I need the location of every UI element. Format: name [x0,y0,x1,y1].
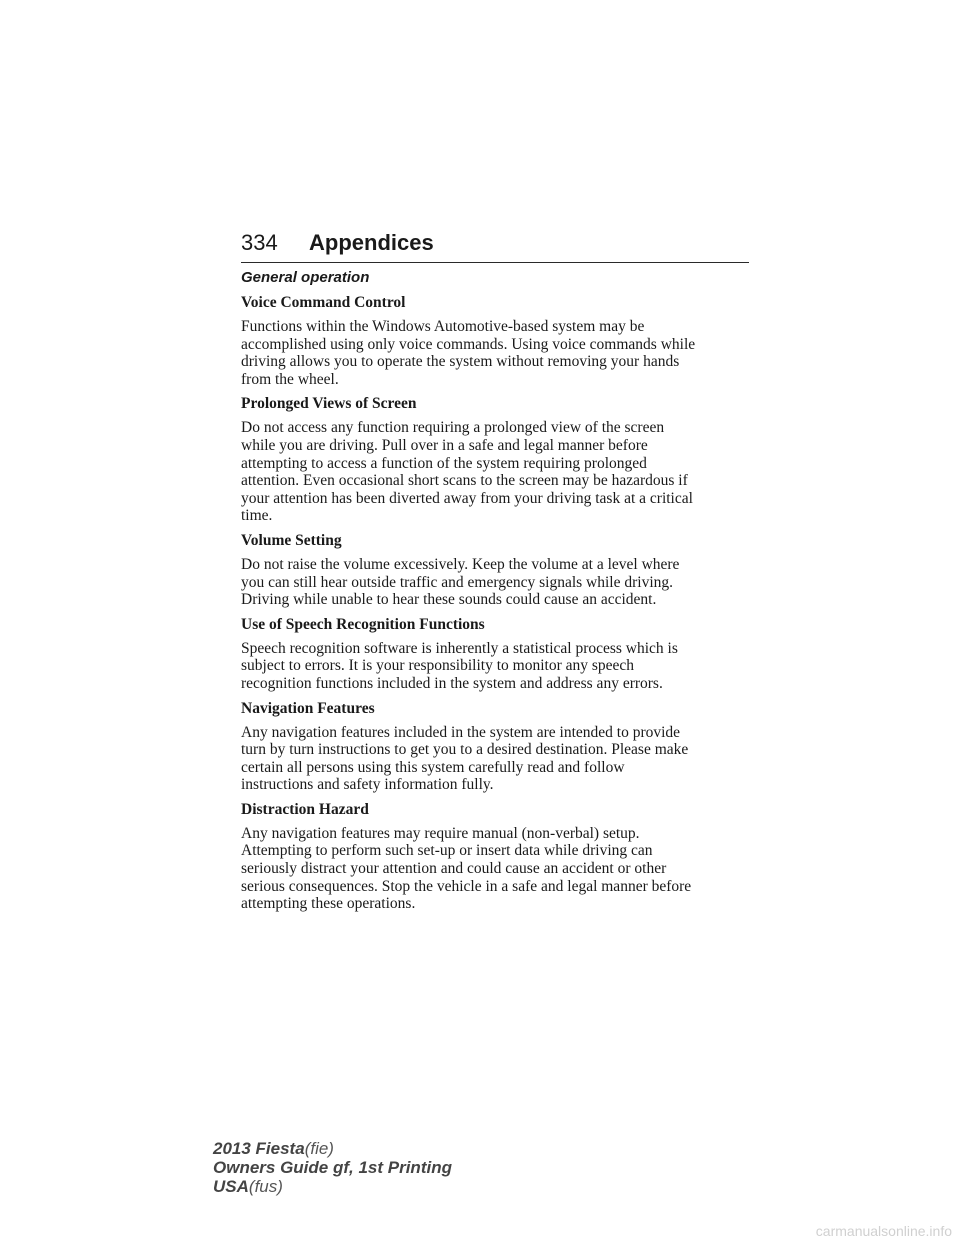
body-line: your attention has been diverted away from your driving task at a critical [241,489,693,507]
body-line: subject to errors. It is your responsibility to monitor any speech [241,657,635,675]
topic-heading: Volume Setting [241,531,342,549]
page-header [241,228,749,263]
topics-list [241,293,761,913]
body-line: accomplished using only voice commands. Using voice commands while [241,335,696,353]
topic-heading: Voice Command Control [241,294,406,311]
body-line: instructions and safety information fully. [241,776,494,794]
body-line: attention. Even occasional short scans to the screen may be hazardous if [241,472,688,490]
topic-body [241,825,761,913]
body-line: Do not raise the volume excessively. Keep the volume at a level where [241,555,680,573]
page-footer [213,1139,452,1196]
footer-model: 2013 Fiesta [213,1139,305,1158]
topic-body [241,556,761,609]
footer-model-code: (fie) [304,1139,334,1158]
footer-guide: Owners Guide gf, 1st Printing [213,1158,452,1177]
page-content [241,268,761,919]
body-line: Attempting to perform such set-up or insert data while driving can [241,842,653,860]
body-line: Functions within the Windows Automotive-based system may be [241,318,645,335]
body-line: from the wheel. [241,370,339,388]
body-line: attempting to access a function of the system requiring prolonged [241,454,647,472]
topic-heading: Use of Speech Recognition Functions [241,615,485,633]
topic-body [241,640,761,693]
body-line: time. [241,507,273,525]
body-line: certain all persons using this system carefully read and follow [241,758,625,776]
subsection-heading: General operation [241,269,370,286]
body-line: turn by turn instructions to get you to a desired destination. Please make [241,741,689,759]
body-line: serious consequences. Stop the vehicle in a safe and legal manner before [241,877,692,895]
topic-body [241,419,761,525]
body-line: you can still hear outside traffic and emergency signals while driving. [241,573,674,591]
body-line: seriously distract your attention and could cause an accident or other [241,860,667,878]
footer-line-market [213,1177,452,1196]
footer-market-code: (fus) [248,1177,283,1196]
topic-body [241,724,761,794]
topic-body [241,318,761,388]
body-line: attempting these operations. [241,895,416,913]
watermark: carmanualsonline.info [815,1223,952,1239]
body-line: while you are driving. Pull over in a safe and legal manner before [241,436,648,454]
footer-market: USA [213,1177,249,1196]
topic-heading: Distraction Hazard [241,800,369,818]
body-line: recognition functions included in the system and address any errors. [241,674,663,692]
section-title: Appendices [309,230,434,255]
body-line: Do not access any function requiring a prolonged view of the screen [241,419,665,437]
body-line: Any navigation features may require manual (non-verbal) setup. [241,824,640,842]
body-line: Driving while unable to hear these sounds could cause an accident. [241,591,657,609]
topic-heading: Prolonged Views of Screen [241,395,417,413]
page-number: 334 [241,230,278,255]
topic-heading: Navigation Features [241,699,375,717]
body-line: Speech recognition software is inherently a statistical process which is [241,639,678,657]
footer-line-guide [213,1158,452,1177]
body-line: driving allows you to operate the system without removing your hands [241,353,680,371]
footer-line-model [213,1139,452,1158]
body-line: Any navigation features included in the system are intended to provide [241,723,681,741]
